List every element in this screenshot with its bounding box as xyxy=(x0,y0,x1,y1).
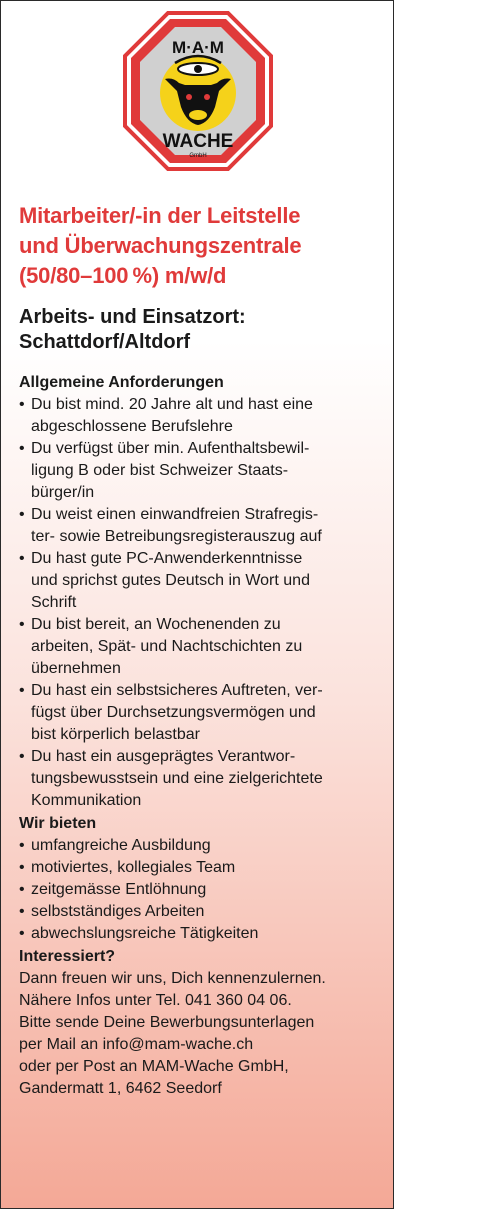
contact-section xyxy=(19,945,383,1100)
list-item xyxy=(19,438,383,504)
list-item xyxy=(19,614,383,680)
list-item xyxy=(19,394,383,438)
list-item-line: arbeiten, Spät- und Nachtschichten zu xyxy=(31,638,303,655)
list-item-line: tungsbewusstsein und eine zielgerichtete xyxy=(31,770,323,787)
offer-heading: Wir bieten xyxy=(19,815,97,832)
contact-email: per Mail an info@mam-wache.ch xyxy=(19,1036,254,1053)
list-item-line: • Du hast gute PC-Anwenderkenntnisse xyxy=(31,550,303,567)
list-item-line: bürger/in xyxy=(31,484,95,501)
list-item xyxy=(19,548,383,614)
job-title-line: Mitarbeiter/-in der Leitstelle xyxy=(19,203,301,228)
contact-heading: Interessiert? xyxy=(19,948,116,965)
list-item: • umfangreiche Ausbildung xyxy=(19,835,383,857)
offer-list xyxy=(19,835,383,945)
list-item: • selbstständiges Arbeiten xyxy=(19,901,383,923)
logo-small-text: GmbH xyxy=(189,153,207,159)
list-item: • motiviertes, kollegiales Team xyxy=(19,857,383,879)
list-item-line: • Du weist einen einwandfreien Strafregis- xyxy=(31,506,319,523)
list-item-line: • Du hast ein selbstsicheres Auftreten, ver- xyxy=(31,682,323,699)
list-item-line: ligung B oder bist Schweizer Staats- xyxy=(31,462,289,479)
contact-line: oder per Post an MAM-Wache GmbH, xyxy=(19,1058,289,1075)
contact-address: Gandermatt 1, 6462 Seedorf xyxy=(19,1080,222,1097)
requirements-list xyxy=(19,394,383,812)
logo-bottom-text: WACHE xyxy=(162,131,234,152)
list-item-line: • Du hast ein ausgeprägtes Verantwor- xyxy=(31,748,296,765)
list-item-line: fügst über Durchsetzungsvermögen und xyxy=(31,704,316,721)
ad-content xyxy=(19,201,383,1100)
list-item-line: ter- sowie Betreibungsregisterauszug auf xyxy=(31,528,322,545)
list-item-line: Schrift xyxy=(31,594,77,611)
list-item-line: und sprichst gutes Deutsch in Wort und xyxy=(31,572,310,589)
list-item-line: abgeschlossene Berufslehre xyxy=(31,418,233,435)
requirements-heading: Allgemeine Anforderungen xyxy=(19,374,224,391)
list-item xyxy=(19,680,383,746)
list-item-line: • Du bist bereit, an Wochenenden zu xyxy=(31,616,281,633)
list-item-line: übernehmen xyxy=(31,660,121,677)
list-item xyxy=(19,504,383,548)
job-title-line: und Überwachungszentrale xyxy=(19,233,302,258)
list-item-line: • Du verfügst über min. Aufenthaltsbewil- xyxy=(31,440,310,457)
list-item-line: bist körperlich belastbar xyxy=(31,726,200,743)
job-title-line: (50/80–100 %) m/w/d xyxy=(19,263,227,288)
list-item xyxy=(19,746,383,812)
list-item-line: • Du bist mind. 20 Jahre alt und hast eine xyxy=(31,396,313,413)
logo-top-text: M·A·M xyxy=(172,38,224,57)
job-title xyxy=(19,201,383,291)
location-line: Arbeits- und Einsatzort: xyxy=(19,306,246,328)
mam-wache-logo-icon xyxy=(123,11,273,171)
list-item-line: Kommunikation xyxy=(31,792,142,809)
contact-phone: Nähere Infos unter Tel. 041 360 04 06. xyxy=(19,992,292,1009)
contact-line: Dann freuen wir uns, Dich kennenzulernen. xyxy=(19,970,326,987)
job-location xyxy=(19,305,383,355)
list-item: • abwechslungsreiche Tätigkeiten xyxy=(19,923,383,945)
contact-line: Bitte sende Deine Bewerbungsunterlagen xyxy=(19,1014,315,1031)
company-logo xyxy=(123,11,273,171)
location-line: Schattdorf/Altdorf xyxy=(19,331,191,353)
list-item: • zeitgemässe Entlöhnung xyxy=(19,879,383,901)
